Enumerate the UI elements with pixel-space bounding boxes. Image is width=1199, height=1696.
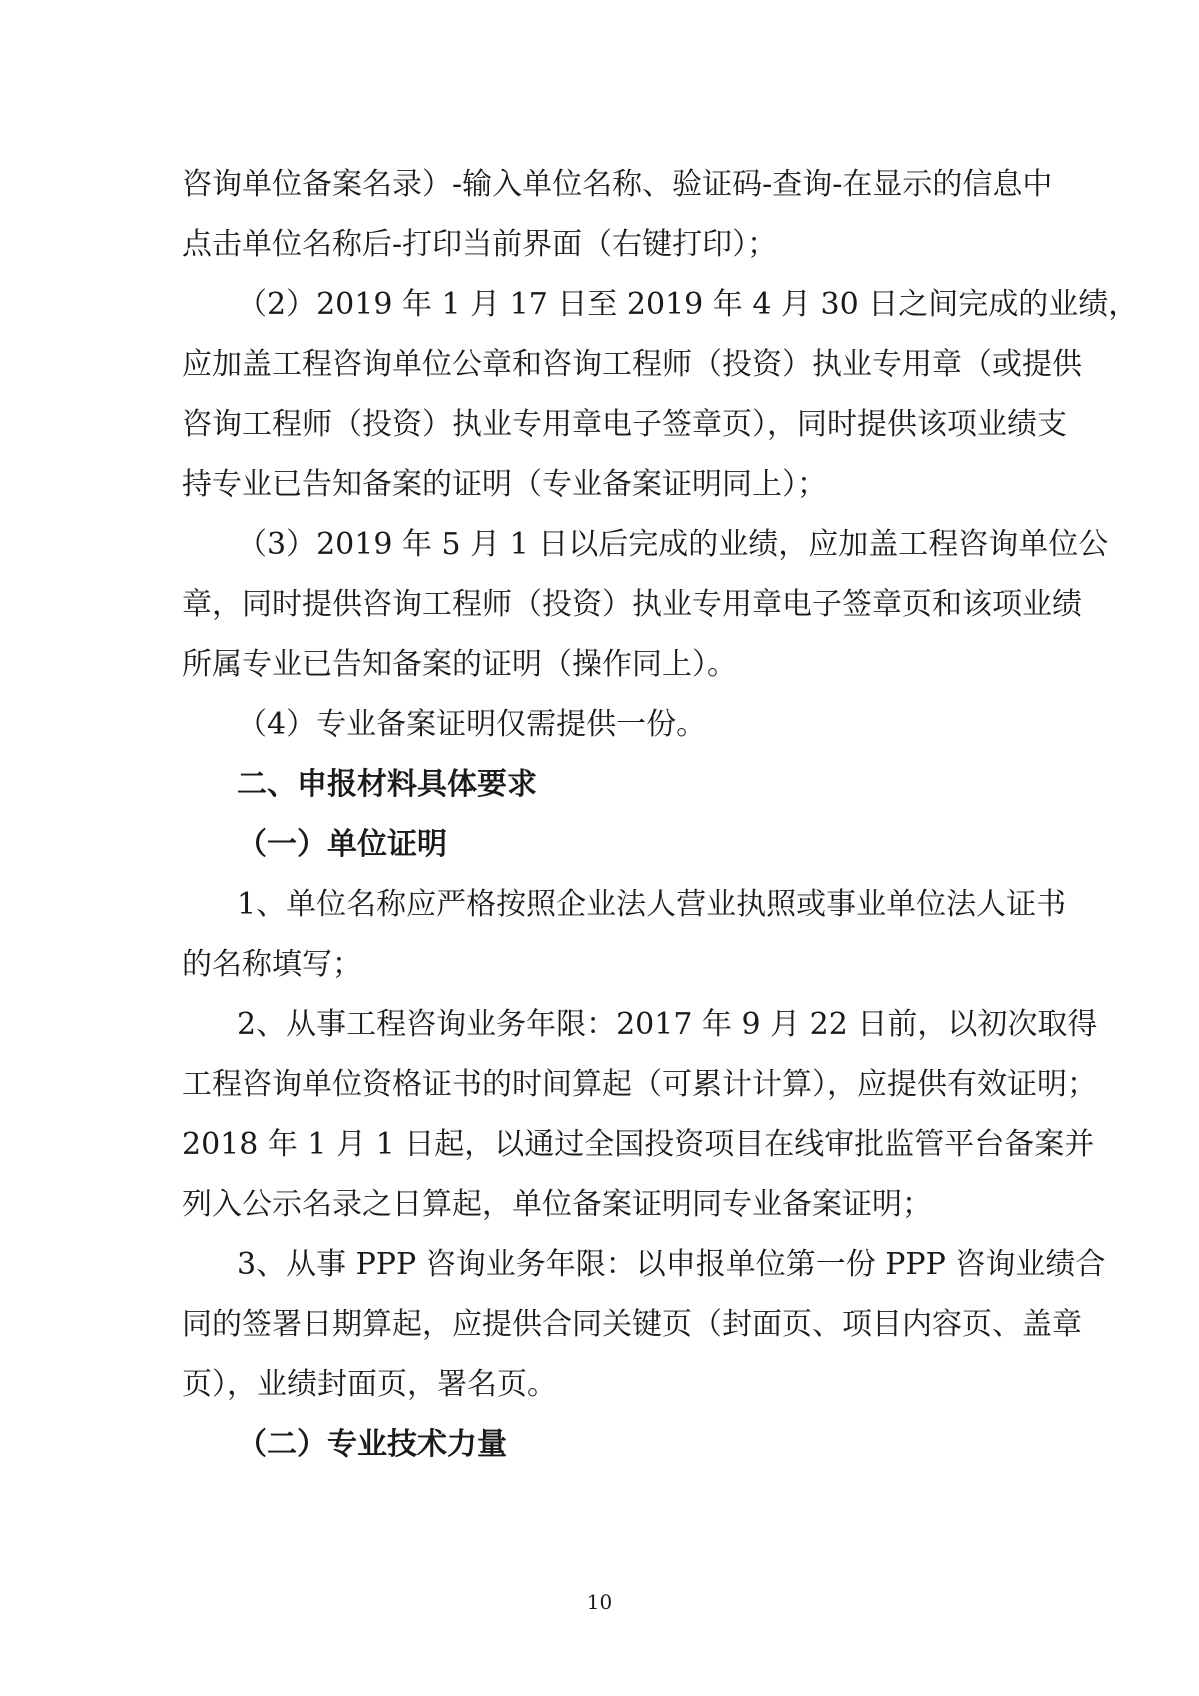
- text-line: 3、从事 PPP 咨询业务年限：以申报单位第一份 PPP 咨询业绩合: [237, 1247, 1106, 1282]
- section-heading: 二、申报材料具体要求: [237, 767, 537, 802]
- text-line: 1、单位名称应严格按照企业法人营业执照或事业单位法人证书: [237, 887, 1067, 922]
- page-number: 10: [586, 1590, 613, 1614]
- text-line: 页），业绩封面页，署名页。: [182, 1367, 557, 1402]
- text-line: （2）2019 年 1 月 17 日至 2019 年 4 月 30 日之间完成的业绩，: [237, 287, 1139, 322]
- text-line: 2、从事工程咨询业务年限：2017 年 9 月 22 日前，以初次取得: [237, 1007, 1098, 1042]
- text-line: （3）2019 年 5 月 1 日以后完成的业绩，应加盖工程咨询单位公: [237, 527, 1109, 562]
- text-line: 2018 年 1 月 1 日起，以通过全国投资项目在线审批监管平台备案并: [182, 1127, 1095, 1162]
- subsection-heading: （二）专业技术力量: [237, 1427, 507, 1462]
- text-line: 列入公示名录之日算起，单位备案证明同专业备案证明；: [182, 1187, 932, 1222]
- text-line: 所属专业已告知备案的证明（操作同上）。: [182, 647, 737, 682]
- text-line: 咨询单位备案名录）-输入单位名称、验证码-查询-在显示的信息中: [182, 167, 1053, 202]
- text-line: （4）专业备案证明仅需提供一份。: [237, 707, 707, 742]
- text-line: 应加盖工程咨询单位公章和咨询工程师（投资）执业专用章（或提供: [182, 347, 1082, 382]
- text-line: 的名称填写；: [182, 947, 362, 982]
- text-line: 工程咨询单位资格证书的时间算起（可累计计算），应提供有效证明；: [182, 1067, 1097, 1102]
- text-line: 持专业已告知备案的证明（专业备案证明同上）；: [182, 467, 827, 502]
- text-line: 点击单位名称后-打印当前界面（右键打印）；: [182, 227, 778, 262]
- text-line: 同的签署日期算起，应提供合同关键页（封面页、项目内容页、盖章: [182, 1307, 1082, 1342]
- subsection-heading: （一）单位证明: [237, 827, 447, 862]
- text-line: 咨询工程师（投资）执业专用章电子签章页），同时提供该项业绩支: [182, 407, 1067, 442]
- text-line: 章，同时提供咨询工程师（投资）执业专用章电子签章页和该项业绩: [182, 587, 1082, 622]
